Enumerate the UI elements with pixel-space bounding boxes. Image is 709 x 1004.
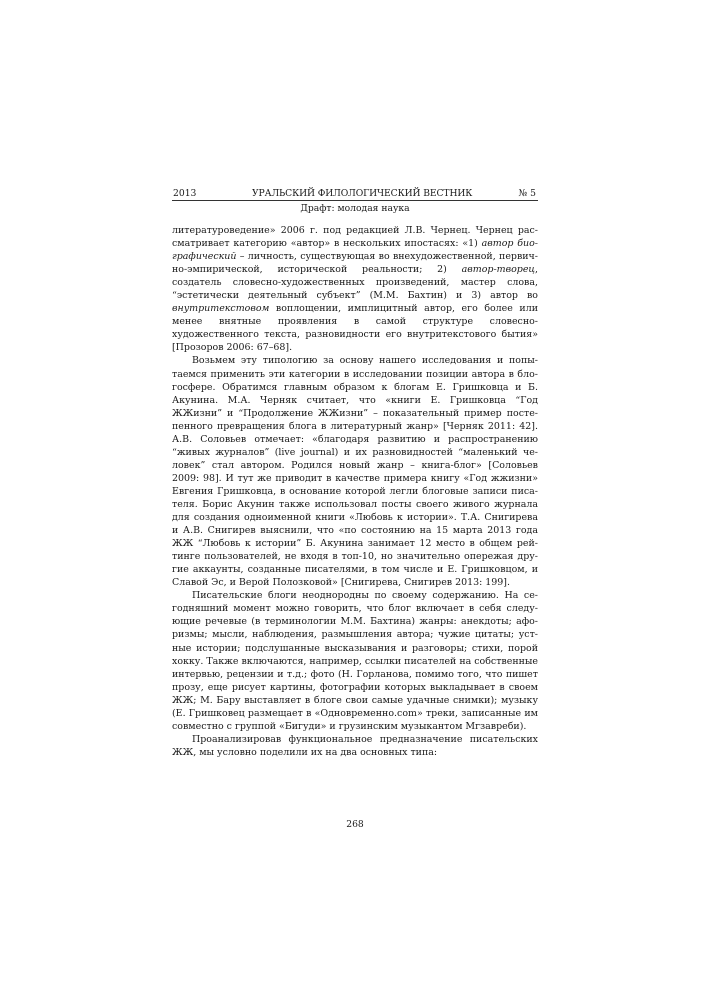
body-paragraph <box>172 733 538 759</box>
header-section-subtitle: Драфт: молодая наука <box>300 203 410 214</box>
header-journal-title: УРАЛЬСКИЙ ФИЛОЛОГИЧЕСКИЙ ВЕСТНИК <box>252 188 473 199</box>
page-number: 268 <box>346 819 364 830</box>
italic-term: автор биографический <box>172 238 538 263</box>
header-issue-number: № 5 <box>518 188 536 199</box>
paragraph-text: воплощении, имплицитный автор, его более или менее внятные проявления в самой структуре словесно-художественного текста, разновидности его внутритекстового бытия» [Прозоров 2006: 67–68]. <box>172 303 538 354</box>
paragraph-text: Писательские блоги неоднородны по своему содержанию. На сегодняшний момент можно говорить, что блог включает в себя следующие речевые (в терминологии М.М. Бахтина) жанры: анекдоты; афоризмы; мысли, наблюдения, размышления автора; чужие цитаты; устные истории; подслушанные высказывания и разговоры; стихи, порой хокку. Также включаются, например, ссылки писателей на собственные интервью, рецензии и т.д.; фото (Н. Горланова, помимо того, что пишет прозу, еще рисует картины, фотографии которых выкладывает в своем ЖЖ; М. Бару выставляет в блоге свои самые удачные снимки); музыку (Е. Гришковец размещает в «Одновременно.com» треки, записанные им совместно с группой «Бигуди» и грузинским музыкантом Мгзавреби). <box>172 590 538 732</box>
paragraph-text: Проанализировав функциональное предназначение писательских ЖЖ, мы условно поделили их на два основных типа: <box>172 733 538 758</box>
body-paragraph <box>172 354 538 589</box>
paragraph-text: , создатель словесно-художественных произведений, мастер слова, “эстетически деятельный субъект” (М.М. Бахтин) и 3) автор во <box>172 264 538 302</box>
paragraph-text: Возьмем эту типологию за основу нашего исследования и попытаемся применить эти категории в исследовании позиции автора в блогосфере. Обратимся главным образом к блогам Е. Гришковца и Б. Акунина. М.А. Черняк считает, что «книги Е. Гришковца “Год ЖЖизни” и “Продолжение ЖЖизни” – показательный пример постепенного превращения блога в литературный жанр» [Черняк 2011: 42]. А.В. Соловьев отмечает: «благодаря развитию и распространению “живых журналов” (live journal) и их разновидностей “маленький человек” стал автором. Родился новый жанр – книга-блог» [Соловьев 2009: 98]. И тут же приводит в качестве примера книгу «Год жжизни» Евгения Гришковца, в основание которой легли блоговые записи писателя. Борис Акунин также использовал посты своего живого журнала для создания одноименной книги «Любовь к истории». Т.А. Снигирева и А.В. Снигирев выяснили, что «по состоянию на 15 марта 2013 года ЖЖ “Любовь к истории” Б. Акунина занимает 12 место в общем рейтинге пользователей, не входя в топ-10, но значительно опережая другие аккаунты, созданные писателями, в том числе и Е. Гришковцом, и Славой Эс, и Верой Полозковой» [Снигирева, Снигирев 2013: 199]. <box>172 355 538 589</box>
body-paragraph <box>172 224 538 354</box>
running-header <box>172 187 538 201</box>
paragraph-text: литературоведение» 2006 г. под редакцией Л.В. Чернец. Чернец рассматривает категорию «автор» в нескольких ипостасях: «1) <box>172 225 538 250</box>
header-year: 2013 <box>173 188 197 199</box>
italic-term: автор-творец <box>461 264 535 276</box>
italic-term: внутритекстовом <box>172 303 270 315</box>
paragraph-text: – личность, существующая во внехудожественной, первично-эмпирической, исторической реальности; 2) <box>172 251 538 276</box>
body-paragraph <box>172 589 538 733</box>
article-body <box>172 224 538 759</box>
journal-page <box>172 187 538 830</box>
